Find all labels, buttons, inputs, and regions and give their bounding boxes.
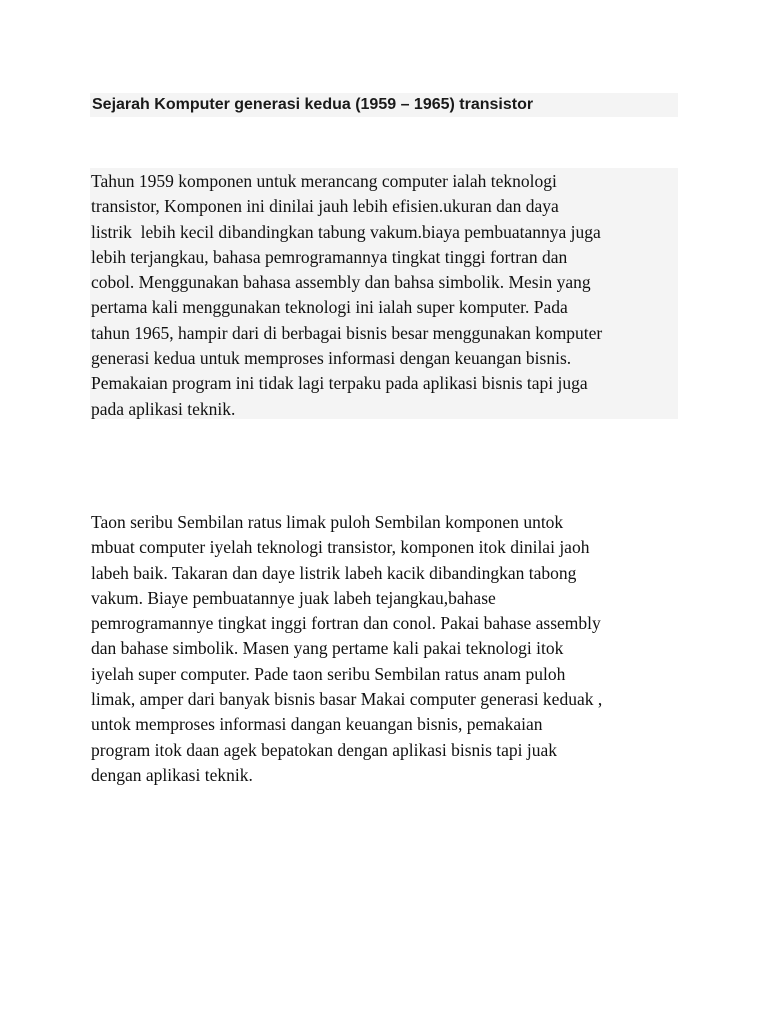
paragraph-line: pada aplikasi teknik. xyxy=(91,398,236,419)
paragraph-line: lebih terjangkau, bahasa pemrogramannya tingkat tinggi fortran dan xyxy=(91,246,568,267)
paragraph-line: program itok daan agek bepatokan dengan aplikasi bisnis tapi juak xyxy=(91,739,558,760)
paragraph-indonesian xyxy=(91,169,602,422)
paragraph-line: listrik lebih kecil dibandingkan tabung vakum.biaya pembuatannya juga xyxy=(91,221,601,242)
title-highlight-block xyxy=(90,93,678,117)
paragraph-line: labeh baik. Takaran dan daye listrik labeh kacik dibandingkan tabong xyxy=(91,562,577,583)
paragraph-line: dengan aplikasi teknik. xyxy=(91,764,253,785)
document-title: Sejarah Komputer generasi kedua (1959 – 1965) transistor xyxy=(92,96,534,113)
paragraph-line: untok memproses informasi dangan keuangan bisnis, pemakaian xyxy=(91,714,543,735)
paragraph-line: dan bahase simbolik. Masen yang pertame kali pakai teknologi itok xyxy=(91,638,564,659)
paragraph-line: Tahun 1959 komponen untuk merancang computer ialah teknologi xyxy=(91,171,557,191)
paragraph-line: transistor, Komponen ini dinilai jauh lebih efisien.ukuran dan daya xyxy=(91,196,559,217)
paragraph-line: generasi kedua untuk memproses informasi dengan keuangan bisnis. xyxy=(91,348,572,369)
paragraph-line: pertama kali menggunakan teknologi ini ialah super komputer. Pada xyxy=(91,297,568,318)
paragraph-line: tahun 1965, hampir dari di berbagai bisnis besar menggunakan komputer xyxy=(91,322,603,343)
paragraph-line: Taon seribu Sembilan ratus limak puloh Sembilan komponen untok xyxy=(91,512,564,532)
paragraph-line: cobol. Menggunakan bahasa assembly dan bahsa simbolik. Mesin yang xyxy=(91,272,591,293)
paragraph-line: pemrogramannye tingkat inggi fortran dan conol. Pakai bahase assembly xyxy=(91,613,601,634)
paragraph-highlight-block xyxy=(90,168,678,419)
paragraph-line: mbuat computer iyelah teknologi transistor, komponen itok dinilai jaoh xyxy=(91,537,590,558)
paragraph-line: iyelah super computer. Pade taon seribu Sembilan ratus anam puloh xyxy=(91,663,566,684)
paragraph-line: vakum. Biaye pembuatannye juak labeh tejangkau,bahase xyxy=(91,587,496,608)
paragraph-line: limak, amper dari banyak bisnis basar Makai computer generasi keduak , xyxy=(91,689,603,710)
paragraph-line: Pemakaian program ini tidak lagi terpaku pada aplikasi bisnis tapi juga xyxy=(91,373,588,394)
paragraph-regional xyxy=(91,510,602,788)
